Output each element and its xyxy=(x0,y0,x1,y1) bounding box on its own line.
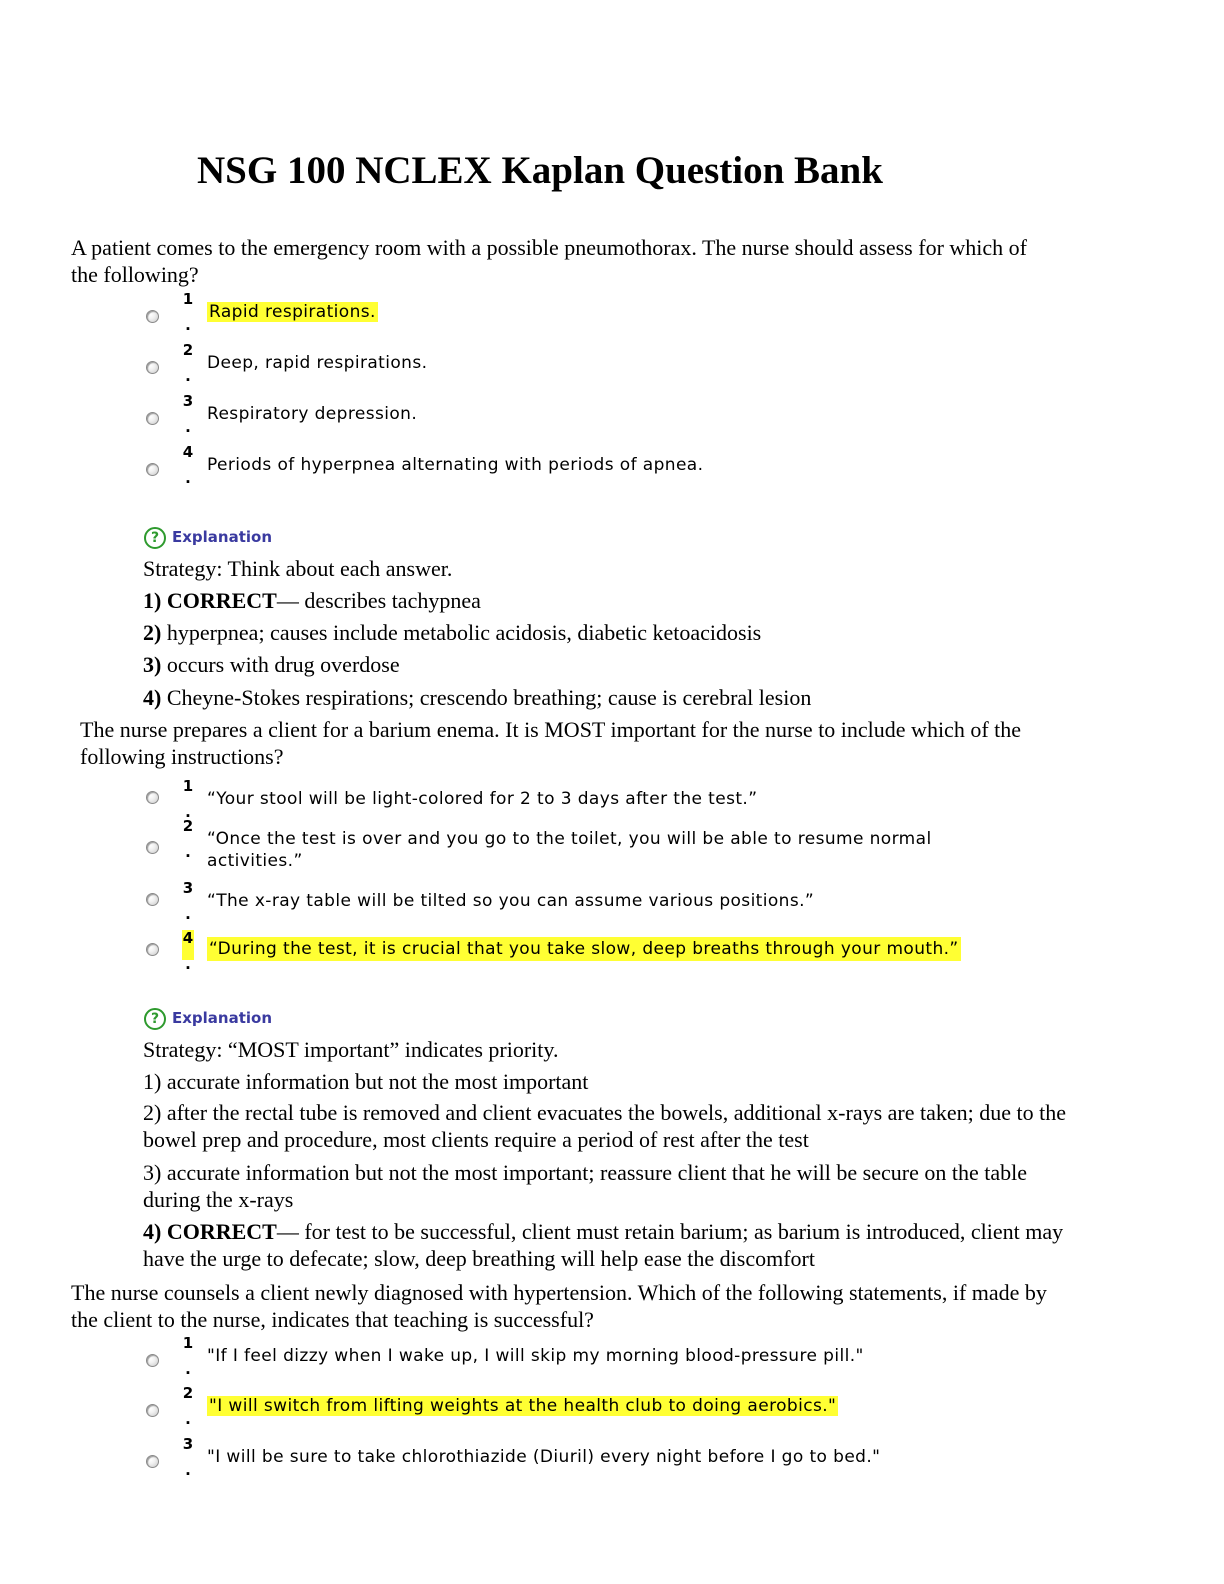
option-text: “During the test, it is crucial that you take slow, deep breaths through your mouth.” xyxy=(209,939,959,959)
radio-button-icon[interactable] xyxy=(146,893,159,906)
radio-button-icon[interactable] xyxy=(146,1404,159,1417)
option-text: Periods of hyperpnea alternating with periods of apnea. xyxy=(207,455,704,475)
option-number: 1 . xyxy=(182,777,194,821)
option-number: 2 . xyxy=(182,341,194,385)
radio-button-icon[interactable] xyxy=(146,1455,159,1468)
strategy-text: Strategy: “MOST important” indicates priority. xyxy=(143,1037,559,1062)
option-text: "I will switch from lifting weights at the health club to doing aerobics." xyxy=(209,1396,837,1416)
radio-button-icon[interactable] xyxy=(146,1354,159,1367)
answer-explanation: 2) hyperpnea; causes include metabolic acidosis, diabetic ketoacidosis xyxy=(143,620,762,645)
option-text: Respiratory depression. xyxy=(207,404,418,424)
option-text: Rapid respirations. xyxy=(209,302,376,322)
option-number: 3 . xyxy=(182,879,194,923)
option-number: 4 . xyxy=(182,443,194,487)
question-2-text: The nurse prepares a client for a barium enema. It is MOST important for the nurse to include which of the following instructions? xyxy=(80,717,1022,769)
option-text: "If I feel dizzy when I wake up, I will skip my morning blood-pressure pill." xyxy=(207,1346,864,1366)
option-text: Deep, rapid respirations. xyxy=(207,353,428,373)
explanation-link[interactable] xyxy=(144,526,272,548)
question-circle-icon: ? xyxy=(144,527,166,549)
option-number: 4 . xyxy=(182,929,194,973)
explanation-label: Explanation xyxy=(172,528,273,546)
radio-button-icon[interactable] xyxy=(146,361,159,374)
option-number: 3 . xyxy=(182,392,194,436)
option-number: 2 . xyxy=(182,1384,194,1428)
answer-explanation: 3) occurs with drug overdose xyxy=(143,652,400,677)
radio-button-icon[interactable] xyxy=(146,841,159,854)
option-number: 2 . xyxy=(182,817,194,861)
answer-explanation: 2) after the rectal tube is removed and client evacuates the bowels, additional x-rays are taken; due to the bowel prep and procedure, most clients require a period of rest after the test xyxy=(143,1100,1067,1152)
option-text: "I will be sure to take chlorothiazide (Diuril) every night before I go to bed." xyxy=(207,1447,881,1467)
strategy-text: Strategy: Think about each answer. xyxy=(143,556,453,581)
option-text: “Once the test is over and you go to the toilet, you will be able to resume normal activities.” xyxy=(207,829,932,871)
answer-explanation: 3) accurate information but not the most important; reassure client that he will be secure on the table during the x-rays xyxy=(143,1160,1027,1212)
question-1-text: A patient comes to the emergency room with a possible pneumothorax. The nurse should assess for which of the following? xyxy=(71,235,1027,287)
radio-button-icon[interactable] xyxy=(146,412,159,425)
radio-button-icon[interactable] xyxy=(146,310,159,323)
answer-explanation: 4) CORRECT— for test to be successful, client must retain barium; as barium is introduced, client may have the urge to defecate; slow, deep breathing will help ease the discomfort xyxy=(143,1219,1064,1271)
explanation-label: Explanation xyxy=(172,1009,273,1027)
radio-button-icon[interactable] xyxy=(146,463,159,476)
option-text: “The x-ray table will be tilted so you can assume various positions.” xyxy=(207,891,815,911)
option-number: 3 . xyxy=(182,1435,194,1479)
option-number: 1 . xyxy=(182,1334,194,1378)
option-number: 1 . xyxy=(182,290,194,334)
answer-explanation: 4) Cheyne-Stokes respirations; crescendo breathing; cause is cerebral lesion xyxy=(143,685,812,710)
answer-explanation: 1) accurate information but not the most important xyxy=(143,1069,589,1094)
radio-button-icon[interactable] xyxy=(146,943,159,956)
option-text: “Your stool will be light-colored for 2 to 3 days after the test.” xyxy=(207,789,758,809)
page-title: NSG 100 NCLEX Kaplan Question Bank xyxy=(197,149,883,192)
question-circle-icon: ? xyxy=(144,1008,166,1030)
radio-button-icon[interactable] xyxy=(146,791,159,804)
answer-explanation: 1) CORRECT— describes tachypnea xyxy=(143,588,481,613)
question-3-text: The nurse counsels a client newly diagnosed with hypertension. Which of the following statements, if made by the client to the nurse, indicates that teaching is successful? xyxy=(71,1280,1047,1332)
explanation-link[interactable] xyxy=(144,1007,272,1029)
